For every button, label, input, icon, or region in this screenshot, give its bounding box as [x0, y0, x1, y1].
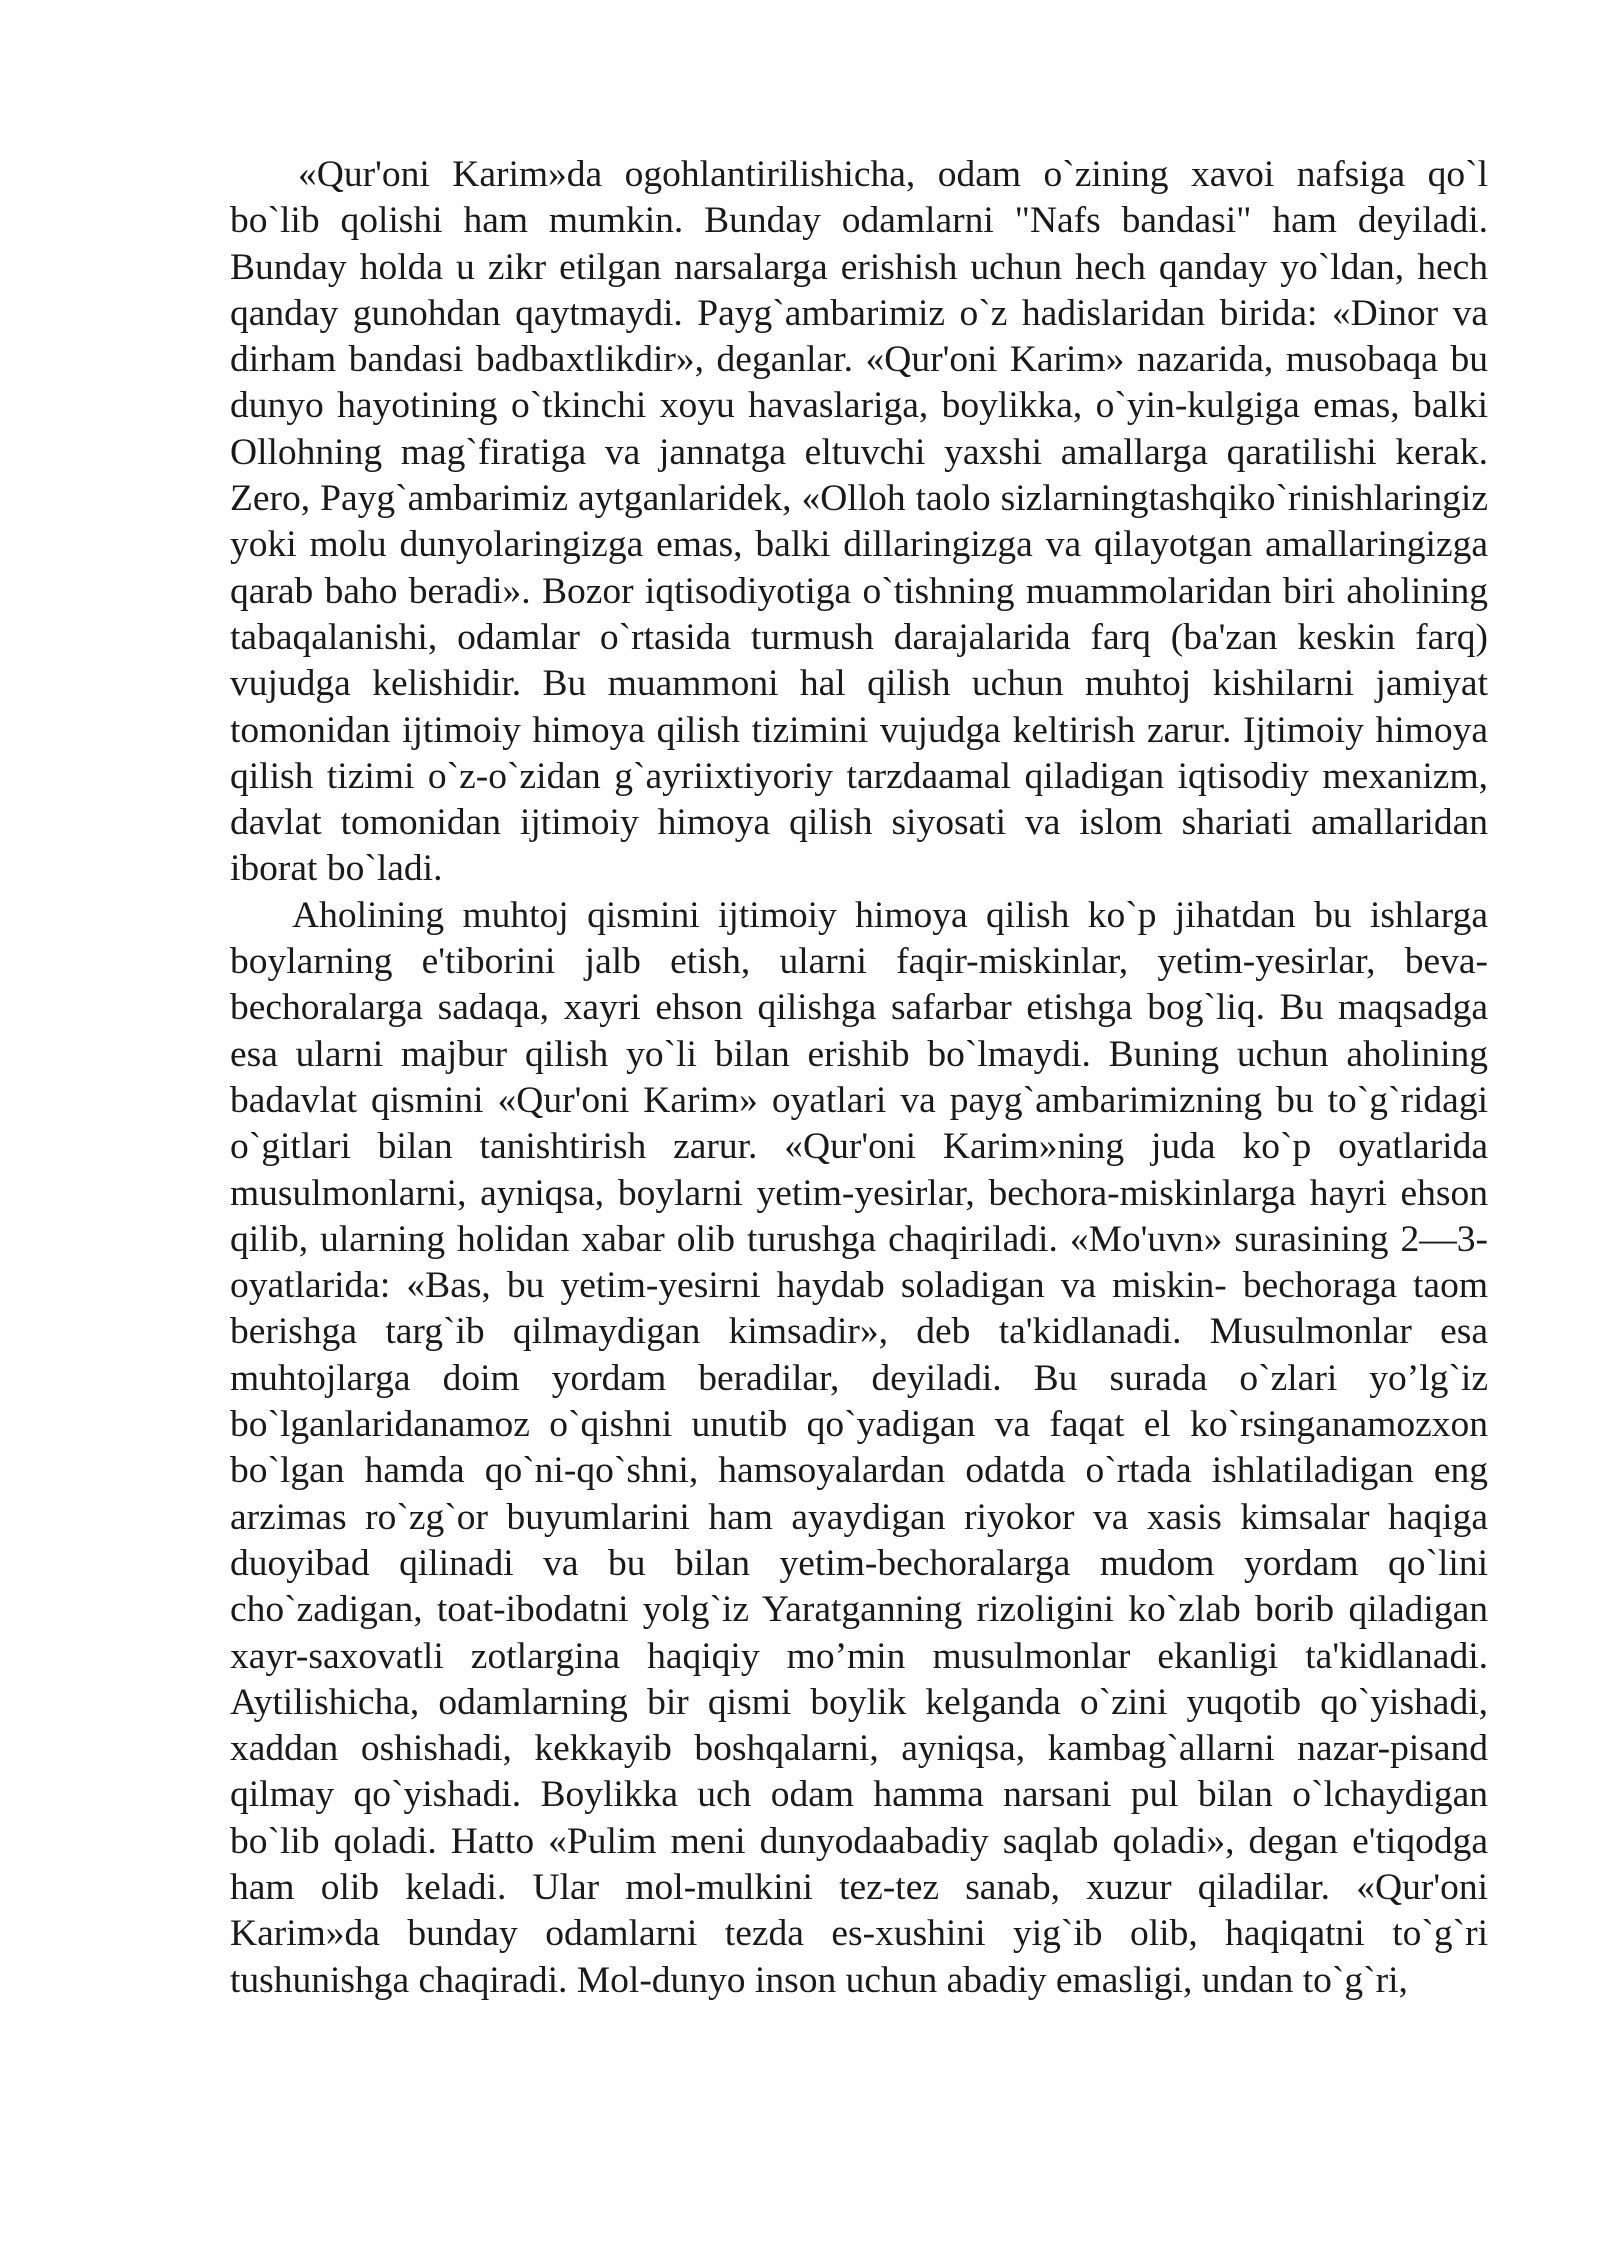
paragraph: Aholining muhtoj qismini ijtimoiy himoya qilish ko`p jihatdan bu ishlarga boylarning e'tiborini jalb etish, ularni faqir-miskinlar, yetim-yesirlar, beva-bechoralarga sadaqa, xayri ehson qilishga safarbar etishga bog`liq. Bu maqsadga esa ularni majbur qilish yo`li bilan erishib bo`lmaydi. Buning uchun aholining badavlat qismini «Qur'oni Karim» oyatlari va payg`ambarimizning bu to`g`ridagi o`gitlari bilan tanishtirish zarur. «Qur'oni Karim»ning juda ko`p oyatlarida musulmonlarni, ayniqsa, boylarni yetim-yesirlar, bechora-miskinlarga hayri ehson qilib, ularning holidan xabar olib turushga chaqiriladi. «Mo'uvn» surasining 2—3-oyatlarida: «Bas, bu yetim-yesirni haydab soladigan va miskin- bechoraga taom berishga targ`ib qilmaydigan kimsadir», deb ta'kidlanadi. Musulmonlar esa muhtojlarga doim yordam beradilar, deyiladi. Bu surada o`zlari yo’lg`iz bo`lganlaridanamoz o`qishni unutib qo`yadigan va faqat el ko`rsinganamozxon bo`lgan hamda qo`ni-qo`shni, hamsoyalardan odatda o`rtada ishlatiladigan eng arzimas ro`zg`or buyumlarini ham ayaydigan riyokor va xasis kimsalar haqiga duoyibad qilinadi va bu bilan yetim-bechoralarga mudom yordam qo`lini cho`zadigan, toat-ibodatni yolg`iz Yaratganning rizoligini ko`zlab borib qiladigan xayr-saxovatli zotlargina haqiqiy mo’min musulmonlar ekanligi ta'kidlanadi. Aytilishicha, odamlarning bir qismi boylik kelganda o`zini yuqotib qo`yishadi, xaddan oshishadi, kekkayib boshqalarni, ayniqsa, kambag`allarni nazar-pisand qilmay qo`yishadi. Boylikka uch odam hamma narsani pul bilan o`lchaydigan bo`lib qoladi. Hatto «Pulim meni dunyodaabadiy saqlab qoladi», degan e'tiqodga ham olib keladi. Ular mol-mulkini tez-tez sanab, xuzur qiladilar. «Qur'oni Karim»da bunday odamlarni tezda es-xushini yig`ib olib, haqiqatni to`g`ri tushunishga chaqiradi. Mol-dunyo inson uchun abadiy emasligi, undan to`g`ri, — [230, 894, 1488, 2001]
body-text — [230, 152, 1488, 2004]
paragraph: «Qur'oni Karim»da ogohlantirilishicha, odam o`zining xavoi nafsiga qo`l bo`lib qolishi ham mumkin. Bunday odamlarni "Nafs bandasi" ham deyiladi. Bunday holda u zikr etilgan narsalarga erishish uchun hech qanday yo`ldan, hech qanday gunohdan qaytmaydi. Payg`ambarimiz o`z hadislaridan birida: «Dinor va dirham bandasi badbaxtlikdir», deganlar. «Qur'oni Karim» nazarida, musobaqa bu dunyo hayotining o`tkinchi xoyu havaslariga, boylikka, o`yin-kulgiga emas, balki Ollohning mag`firatiga va jannatga eltuvchi yaxshi amallarga qaratilishi kerak. Zero, Payg`ambarimiz aytganlaridek, «Olloh taolo sizlarningtashqiko`rinishlaringiz yoki molu dunyolaringizga emas, balki dillaringizga va qilayotgan amallaringizga qarab baho beradi». Bozor iqtisodiyotiga o`tishning muammolaridan biri aholining tabaqalanishi, odamlar o`rtasida turmush darajalarida farq (ba'zan keskin farq) vujudga kelishidir. Bu muammoni hal qilish uchun muhtoj kishilarni jamiyat tomonidan ijtimoiy himoya qilish tizimini vujudga keltirish zarur. Ijtimoiy himoya qilish tizimi o`z-o`zidan g`ayriixtiyoriy tarzdaamal qiladigan iqtisodiy mexanizm, davlat tomonidan ijtimoiy himoya qilish siyosati va islom shariati amallaridan iborat bo`ladi. — [230, 154, 1488, 890]
